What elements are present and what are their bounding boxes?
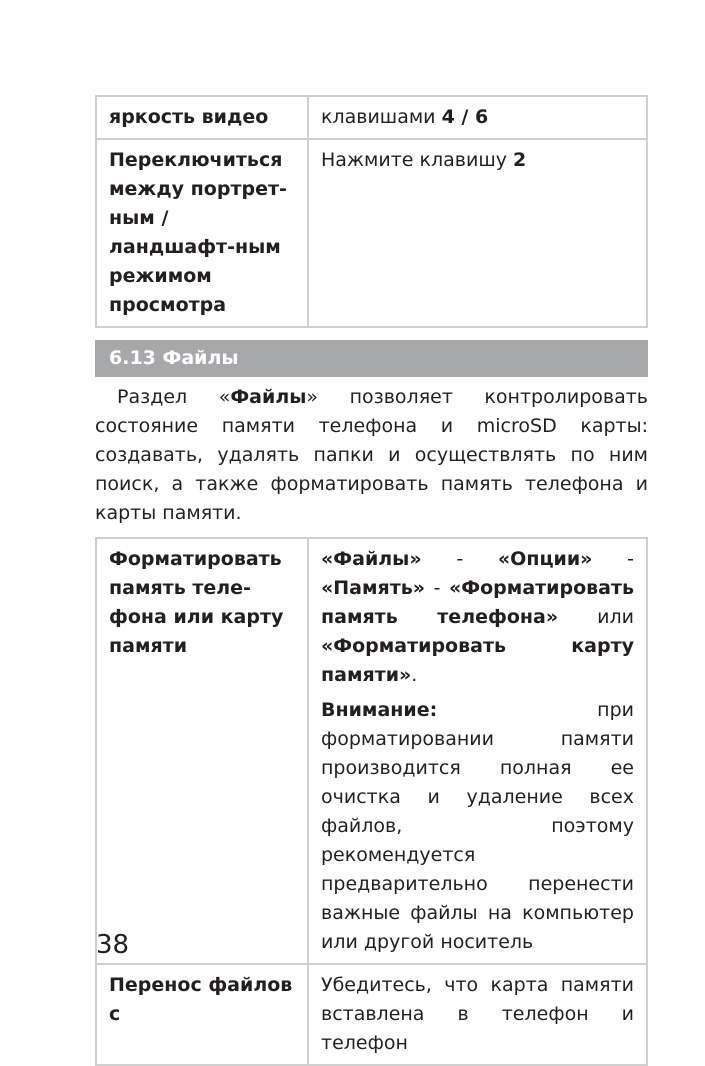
key-label: 2 (513, 149, 527, 171)
path-item: «Форматировать память телефона» (321, 577, 634, 628)
table-row-label: яркость видео (96, 96, 308, 139)
table-row (96, 964, 647, 1065)
path-separator: - (425, 577, 450, 599)
section-paragraph (95, 383, 648, 528)
table-row (96, 538, 647, 964)
page-content (95, 95, 648, 1066)
paragraph-bold: Файлы (230, 386, 307, 408)
path-separator: - (592, 548, 634, 570)
path-end: . (411, 664, 418, 686)
menu-path (321, 545, 634, 690)
table-row-value: Убедитесь, что карта памяти вставлена в телефон и телефон (308, 964, 647, 1065)
table-row (96, 139, 647, 327)
section-heading: 6.13 Файлы (95, 340, 648, 377)
path-separator: - (421, 548, 498, 570)
table-row-value (308, 139, 647, 327)
path-item: «Форматировать карту памяти» (321, 635, 634, 686)
table-row-value (308, 96, 647, 139)
table-row-label: Переключиться между портрет-ным / ландшафт-ным режимом просмотра (96, 139, 308, 327)
path-item: «Файлы» (321, 548, 422, 570)
value-text: клавишами (321, 106, 442, 128)
path-item: «Опции» (497, 548, 593, 570)
value-text: Нажмите клавишу (321, 149, 514, 171)
warning-note (321, 696, 634, 957)
table-row-value (308, 538, 647, 964)
table-row (96, 96, 647, 139)
key-label: 4 / 6 (441, 106, 489, 128)
path-item: «Память» (321, 577, 426, 599)
warning-text: при форматировании памяти производится полная ее очистка и удаление всех файлов, поэтому рекомендуется предварительно перенести важные файлы на компьютер или другой носитель (321, 699, 634, 953)
files-table (95, 537, 648, 1066)
controls-table (95, 95, 648, 328)
paragraph-text: Раздел « (117, 386, 231, 408)
table-row-label: Перенос файлов с (96, 964, 308, 1065)
warning-label: Внимание: (321, 699, 438, 721)
path-separator: или (558, 606, 634, 628)
page-number: 38 (96, 930, 130, 960)
paragraph-text: » позволяет контролировать состояние памяти телефона и microSD карты: создавать, удалять папки и осуществлять по ним поиск, а также форматировать память телефона и карты памяти. (95, 386, 648, 524)
table-row-label: Форматировать память теле-фона или карту памяти (96, 538, 308, 964)
